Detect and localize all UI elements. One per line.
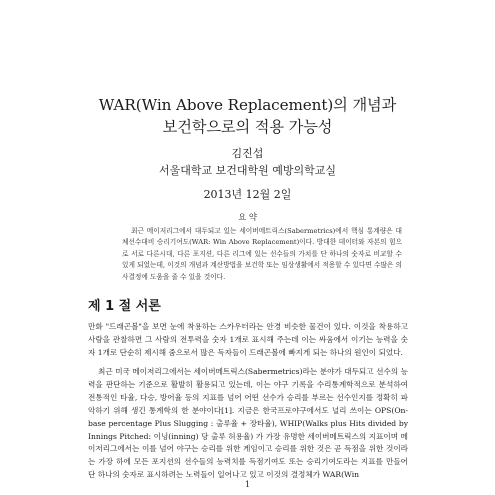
page-number: 1 bbox=[244, 480, 251, 489]
abstract-text: 최근 메이저리그에서 대두되고 있는 세이버메트릭스(Sabermetrics)에서 핵심 통계량은 대체선수대비 승리기여도(WAR: Win Above Replacement)이다. 방대한 데이터와 자본의 힘으로 서로 다른시대, 다른 포지션, 다른 리그에 있는 선수들의 가치를 단 하나의 숫자로 비교할 수 있게 되었는데, 이것의 개념과 계산방법을 보건학 또는 임상생활에서 적용할 수 있다면 수많은 의사결정에 도움을 줄 수 있을 것이다. bbox=[122, 227, 402, 281]
paper-title-line-2: 보건학으로의 적용 가능성 bbox=[162, 118, 333, 136]
abstract-heading: 요 약 bbox=[238, 212, 257, 222]
author-affiliation: 서울대학교 보건대학원 예방의학교실 bbox=[158, 164, 336, 177]
paper-title-line-1: WAR(Win Above Replacement)의 개념과 bbox=[98, 96, 397, 114]
section-heading: 제 1 절 서론 bbox=[88, 299, 161, 314]
body-paragraph-2: 최근 미국 메이저리그에서는 세이버메트릭스(Sabermetrics)라는 분야가 대두되고 선수의 능력을 판단하는 기준으로 활발히 활용되고 있는데, 이는 야구 기록을 수리통계학적으로 분석하여 전통적인 타율, 다승, 방어율 등의 지표를 넘어 어떤 선수가 승리를 부르는 선수인지를 정확히 파악하기 위해 생긴 통계학의 한 분야이다[1]. 지금은 한국프로야구에서도 널리 쓰이는 OPS(On-base percentage Plus Slugging : 출루율 + 장타율), WHIP(Walks plus Hits divided by Innings Pitched: 이닝(inning) 당 출루 허용율) 가 가장 유명한 세이버메트릭스의 지표이며 메이저리그에서는 이를 넘어 야구는 승리를 위한 게임이고 승리를 위한 것은 곧 득점을 위한 것이라는 가장 하에 모든 포지션의 선수들의 능력치를 득점기여도 또는 승리기여도라는 지표를 만들어 단 하나의 숫자로 표시하려는 노력들이 일어나고 있고 이것의 결정체가 WAR(Win bbox=[88, 367, 408, 480]
author-name: 김진섭 bbox=[231, 147, 264, 160]
body-paragraph-1: 만화 "드래곤볼"을 보면 눈에 착용하는 스카우터라는 안경 비슷한 물건이 있다. 이것을 착용하고 사람을 관찰하면 그 사람의 전투력을 숫자 1개로 표시해 주는데 이는 싸움에서 이기는 능력을 숫자 1개로 단순히 제시해 줌으로서 많은 독자들이 드래곤볼에 빠지게 되는 하나의 원인이 되었다. bbox=[88, 322, 408, 357]
paper-date: 2013년 12월 2일 bbox=[203, 188, 292, 201]
